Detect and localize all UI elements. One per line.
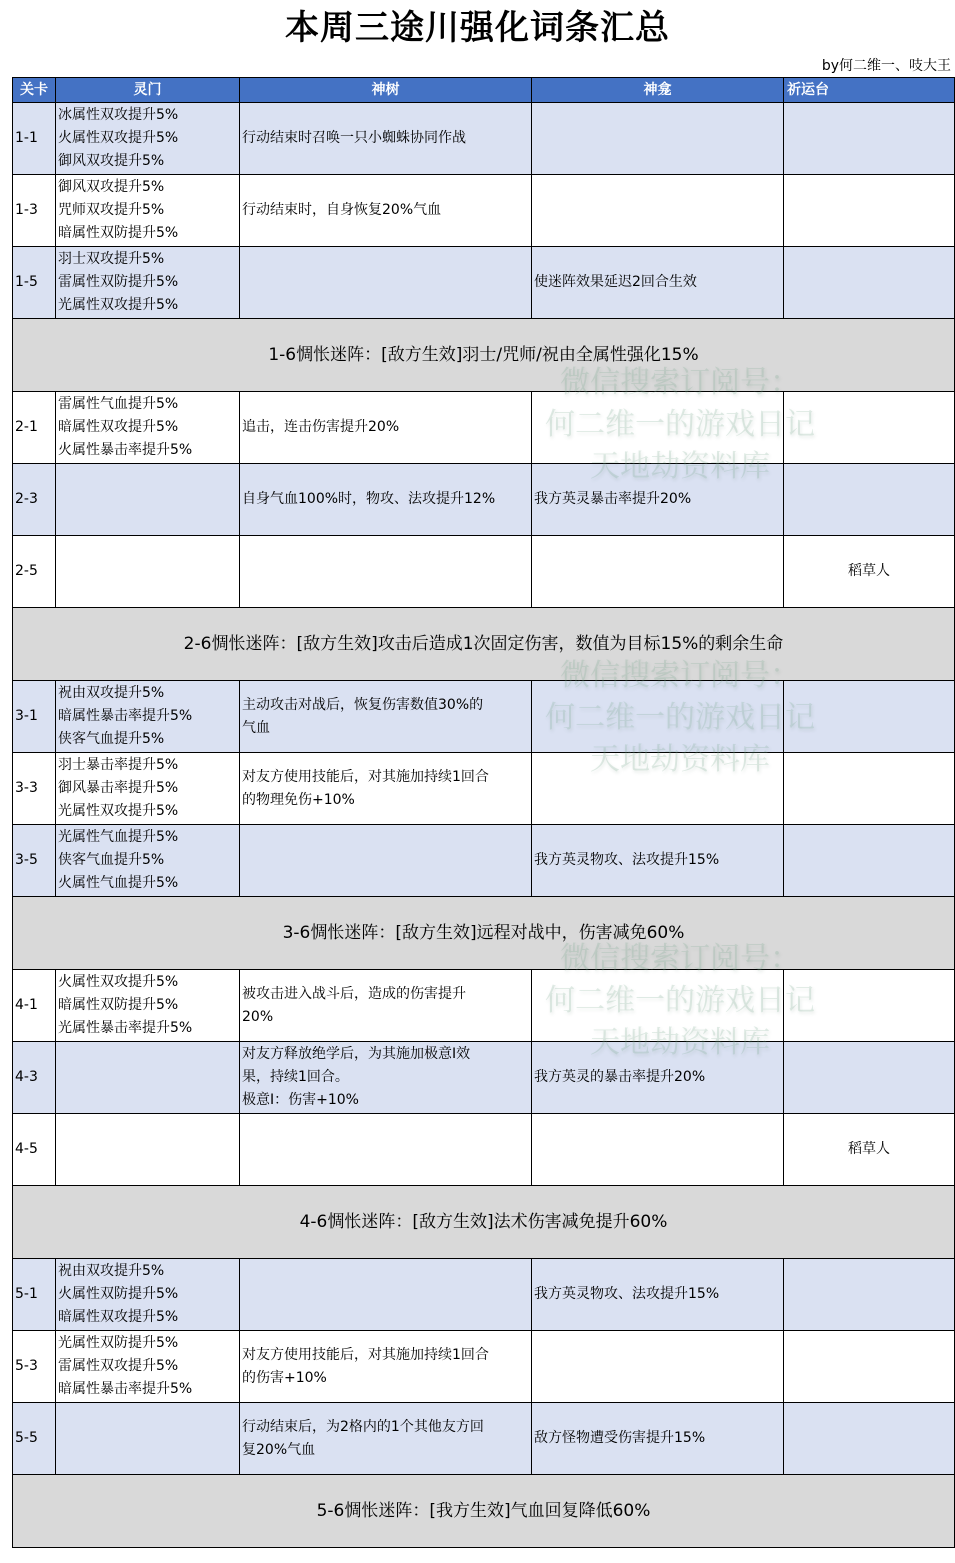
cell-line: 被攻击进入战斗后，造成的伤害提升 (242, 985, 466, 1002)
lingmen-cell (56, 536, 240, 608)
shenshu-cell (240, 970, 532, 1042)
shenkan-cell (532, 681, 784, 753)
stage-cell: 5-1 (13, 1259, 56, 1331)
shenshu-cell (240, 1042, 532, 1114)
cell-line: 御风双攻提升5% (58, 153, 165, 169)
stage-cell: 4-5 (13, 1114, 56, 1186)
shenshu-cell (240, 392, 532, 464)
author-credit: by何二维一、吱大王 (821, 58, 951, 74)
maze-effect-row (13, 319, 955, 392)
lingmen-cell (56, 247, 240, 319)
lingmen-cell (56, 970, 240, 1042)
cell-line: 我方英灵物攻、法攻提升15% (534, 852, 720, 868)
table-row (13, 1114, 955, 1186)
cell-line: 自身气血100%时，物攻、法攻提升12% (242, 491, 496, 507)
qiyuntai-cell (784, 753, 955, 825)
maze-effect-row (13, 608, 955, 681)
shenshu-cell (240, 103, 532, 175)
cell-line: 敌方怪物遭受伤害提升15% (534, 1430, 706, 1446)
stage-cell: 1-1 (13, 103, 56, 175)
qiyuntai-cell (784, 464, 955, 536)
qiyuntai-cell (784, 1331, 955, 1403)
cell-line: 咒师双攻提升5% (58, 202, 165, 218)
shenkan-cell (532, 536, 784, 608)
table-row (13, 103, 955, 175)
cell-line: 我方英灵暴击率提升20% (534, 491, 692, 507)
lingmen-cell (56, 1042, 240, 1114)
cell-line: 火属性双攻提升5% (58, 974, 179, 990)
cell-line: 御风双攻提升5% (58, 179, 165, 195)
cell-line: 行动结束后，为2格内的1个其他友方回 (242, 1418, 484, 1435)
table-row (13, 1403, 955, 1475)
cell-line: 我方英灵的暴击率提升20% (534, 1069, 706, 1085)
stage-cell: 2-1 (13, 392, 56, 464)
maze-effect-text: 4-6惆怅迷阵：[敌方生效]法术伤害减免提升60% (13, 1186, 955, 1259)
qiyuntai-cell (784, 1042, 955, 1114)
shenshu-cell (240, 753, 532, 825)
lingmen-cell (56, 392, 240, 464)
cell-line: 雷属性双攻提升5% (58, 1358, 179, 1374)
cell-line: 对友方使用技能后，对其施加持续1回合 (242, 1346, 489, 1363)
stage-cell: 3-1 (13, 681, 56, 753)
shenkan-cell (532, 247, 784, 319)
table-row (13, 1331, 955, 1403)
cell-line: 火属性暴击率提升5% (58, 442, 193, 458)
shenkan-cell (532, 825, 784, 897)
cell-line: 光属性暴击率提升5% (58, 1020, 193, 1036)
column-header-qiyuntai: 祈运台 (784, 78, 955, 103)
maze-effect-row (13, 1186, 955, 1259)
page-title: 本周三途川强化词条汇总 (285, 8, 670, 48)
cell-line: 祝由双攻提升5% (58, 1263, 165, 1279)
cell-line: 我方英灵物攻、法攻提升15% (534, 1286, 720, 1302)
cell-line: 暗属性双防提升5% (58, 997, 179, 1013)
table-row (13, 175, 955, 247)
cell-line: 雷属性双防提升5% (58, 274, 179, 290)
maze-effect-text: 3-6惆怅迷阵：[敌方生效]远程对战中，伤害减免60% (13, 897, 955, 970)
shenkan-cell (532, 1259, 784, 1331)
lingmen-cell (56, 681, 240, 753)
maze-effect-row (13, 1475, 955, 1548)
cell-line: 使迷阵效果延迟2回合生效 (534, 274, 697, 290)
cell-line: 侠客气血提升5% (58, 731, 165, 747)
shenshu-cell (240, 1403, 532, 1475)
stage-cell: 5-3 (13, 1331, 56, 1403)
cell-line: 雷属性气血提升5% (58, 396, 179, 412)
maze-effect-text: 5-6惆怅迷阵：[我方生效]气血回复降低60% (13, 1475, 955, 1548)
table-body (13, 103, 955, 1548)
shenshu-cell (240, 1114, 532, 1186)
cell-line: 侠客气血提升5% (58, 852, 165, 868)
cell-line: 的伤害+10% (242, 1369, 327, 1386)
lingmen-cell (56, 464, 240, 536)
watermark-line: 天地劫资料库 (590, 742, 770, 777)
cell-line: 御风暴击率提升5% (58, 780, 179, 796)
table-row (13, 753, 955, 825)
cell-line: 羽士双攻提升5% (58, 251, 165, 267)
shenkan-cell (532, 1042, 784, 1114)
qiyuntai-cell (784, 1259, 955, 1331)
qiyuntai-cell: 稻草人 (784, 536, 955, 608)
cell-line: 光属性双防提升5% (58, 1335, 179, 1351)
stage-cell: 4-3 (13, 1042, 56, 1114)
lingmen-cell (56, 1259, 240, 1331)
lingmen-cell (56, 753, 240, 825)
cell-line: 行动结束时召唤一只小蜘蛛协同作战 (242, 130, 466, 146)
stage-cell: 2-5 (13, 536, 56, 608)
watermark-line: 微信搜索订阅号： (560, 365, 800, 400)
cell-line: 光属性气血提升5% (58, 829, 179, 845)
cell-line: 果，持续1回合。 (242, 1069, 349, 1085)
shenshu-cell (240, 681, 532, 753)
shenkan-cell (532, 1114, 784, 1186)
shenkan-cell (532, 753, 784, 825)
maze-effect-text: 2-6惆怅迷阵：[敌方生效]攻击后造成1次固定伤害，数值为目标15%的剩余生命 (13, 608, 955, 681)
cell-line: 祝由双攻提升5% (58, 685, 165, 701)
watermark-line: 天地劫资料库 (590, 449, 770, 484)
cell-line: 行动结束时，自身恢复20%气血 (242, 202, 442, 218)
table-row (13, 825, 955, 897)
cell-line: 光属性双攻提升5% (58, 297, 179, 313)
table-row (13, 1042, 955, 1114)
shenshu-cell (240, 536, 532, 608)
stage-cell: 1-3 (13, 175, 56, 247)
table-row (13, 392, 955, 464)
cell-line: 复20%气血 (242, 1441, 316, 1458)
stage-cell: 3-3 (13, 753, 56, 825)
qiyuntai-cell (784, 392, 955, 464)
cell-line: 追击，连击伤害提升20% (242, 419, 400, 435)
cell-line: 暗属性暴击率提升5% (58, 708, 193, 724)
qiyuntai-cell (784, 103, 955, 175)
maze-effect-row (13, 897, 955, 970)
lingmen-cell (56, 103, 240, 175)
stage-cell: 3-5 (13, 825, 56, 897)
table-header-row (13, 78, 955, 103)
lingmen-cell (56, 825, 240, 897)
shenshu-cell (240, 175, 532, 247)
table-row (13, 536, 955, 608)
cell-line: 火属性气血提升5% (58, 875, 179, 891)
shenkan-cell (532, 103, 784, 175)
qiyuntai-cell (784, 970, 955, 1042)
qiyuntai-cell (784, 1403, 955, 1475)
shenshu-cell (240, 247, 532, 319)
cell-line: 极意Ⅰ：伤害+10% (242, 1092, 359, 1108)
watermark-line: 微信搜索订阅号： (560, 658, 800, 693)
cell-line: 主动攻击对战后，恢复伤害数值30%的 (242, 696, 484, 713)
watermark-line: 天地劫资料库 (590, 1025, 770, 1060)
shenshu-cell (240, 825, 532, 897)
shenkan-cell (532, 175, 784, 247)
qiyuntai-cell (784, 825, 955, 897)
enhancement-table (12, 77, 955, 1548)
table-row (13, 681, 955, 753)
shenkan-cell (532, 970, 784, 1042)
lingmen-cell (56, 1114, 240, 1186)
lingmen-cell (56, 1403, 240, 1475)
maze-effect-text: 1-6惆怅迷阵：[敌方生效]羽士/咒师/祝由全属性强化15% (13, 319, 955, 392)
shenshu-cell (240, 1259, 532, 1331)
cell-line: 对友方释放绝学后，为其施加极意Ⅰ效 (242, 1046, 471, 1062)
cell-line: 20% (242, 1008, 274, 1025)
watermark-line: 何二维一的游戏日记 (545, 407, 815, 442)
table-row (13, 464, 955, 536)
column-header-shenkan: 神龛 (532, 78, 784, 103)
shenshu-cell (240, 464, 532, 536)
cell-line: 火属性双攻提升5% (58, 130, 179, 146)
table-row (13, 1259, 955, 1331)
lingmen-cell (56, 175, 240, 247)
qiyuntai-cell (784, 247, 955, 319)
stage-cell: 2-3 (13, 464, 56, 536)
shenkan-cell (532, 1403, 784, 1475)
lingmen-cell (56, 1331, 240, 1403)
table-row (13, 247, 955, 319)
column-header-lingmen: 灵门 (56, 78, 240, 103)
qiyuntai-cell (784, 175, 955, 247)
cell-line: 羽士暴击率提升5% (58, 757, 179, 773)
shenshu-cell (240, 1331, 532, 1403)
shenkan-cell (532, 1331, 784, 1403)
cell-line: 的物理免伤+10% (242, 791, 355, 808)
cell-line: 暗属性双防提升5% (58, 225, 179, 241)
cell-line: 气血 (242, 719, 270, 736)
cell-line: 火属性双防提升5% (58, 1286, 179, 1302)
shenkan-cell (532, 464, 784, 536)
column-header-shenshu: 神树 (240, 78, 532, 103)
cell-line: 暗属性暴击率提升5% (58, 1381, 193, 1397)
cell-line: 暗属性双攻提升5% (58, 419, 179, 435)
cell-line: 光属性双攻提升5% (58, 803, 179, 819)
qiyuntai-cell: 稻草人 (784, 1114, 955, 1186)
column-header-stage: 关卡 (13, 78, 56, 103)
stage-cell: 4-1 (13, 970, 56, 1042)
qiyuntai-cell (784, 681, 955, 753)
shenkan-cell (532, 392, 784, 464)
watermark-line: 何二维一的游戏日记 (545, 700, 815, 735)
watermark-line: 微信搜索订阅号： (560, 941, 800, 976)
watermark-line: 何二维一的游戏日记 (545, 983, 815, 1018)
cell-line: 暗属性双攻提升5% (58, 1309, 179, 1325)
stage-cell: 5-5 (13, 1403, 56, 1475)
stage-cell: 1-5 (13, 247, 56, 319)
cell-line: 对友方使用技能后，对其施加持续1回合 (242, 768, 489, 785)
cell-line: 冰属性双攻提升5% (58, 107, 179, 123)
table-row (13, 970, 955, 1042)
